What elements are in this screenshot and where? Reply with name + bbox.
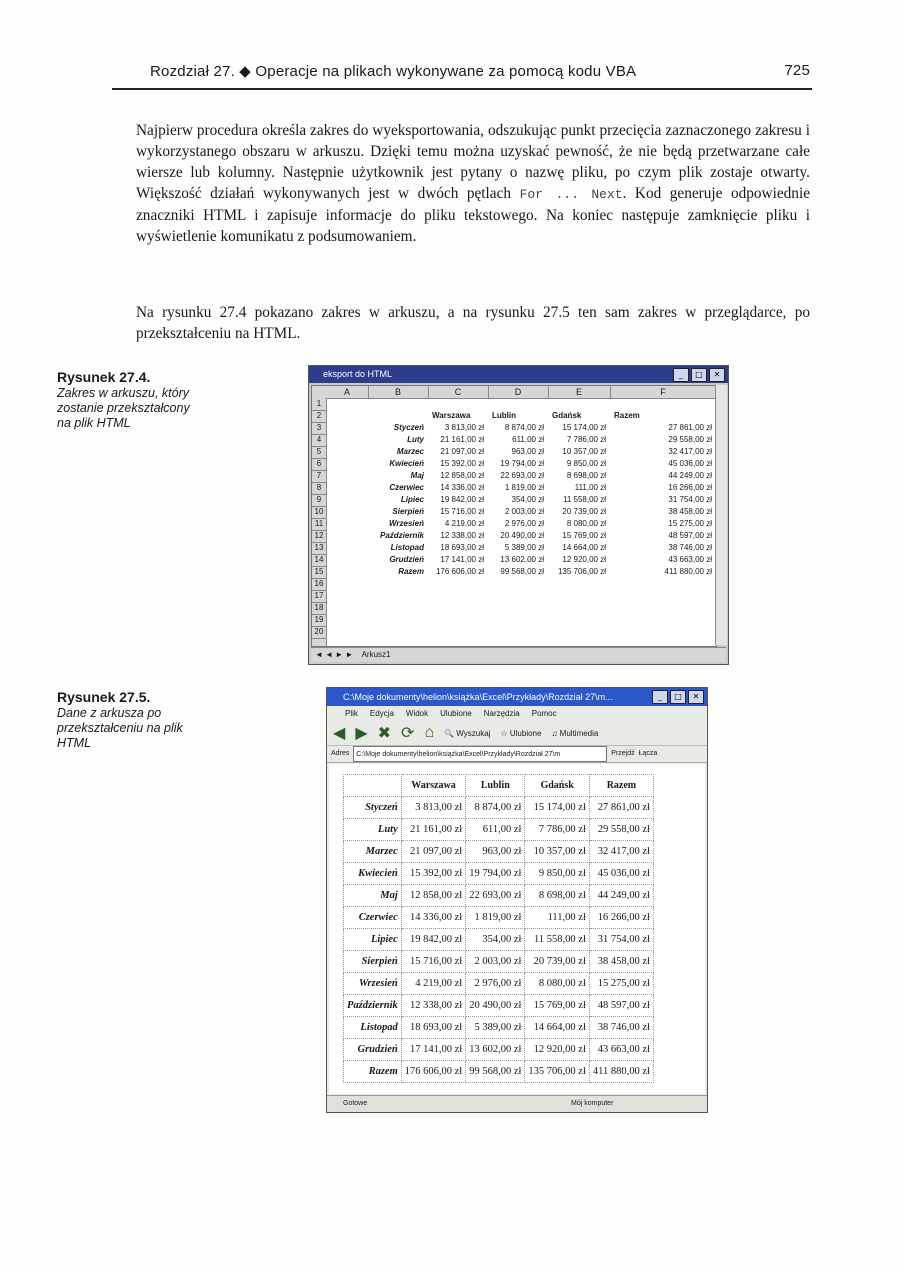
figure-27-5-description: Dane z arkusza po przekształceniu na plik HTML [57, 706, 183, 750]
sheet-value-cell[interactable]: 15 275,00 zł [668, 519, 712, 528]
table-row [344, 1017, 654, 1039]
value-cell: 99 568,00 zł [466, 1061, 525, 1083]
address-bar [327, 746, 707, 763]
table-header-cell: Gdańsk [525, 775, 589, 797]
row-header[interactable]: 11 [312, 518, 326, 531]
month-cell: Grudzień [344, 1039, 402, 1061]
value-cell: 1 819,00 zł [466, 907, 525, 929]
sheet-value-cell[interactable]: 29 558,00 zł [668, 435, 712, 444]
value-cell: 38 746,00 zł [589, 1017, 653, 1039]
value-cell: 22 693,00 zł [466, 885, 525, 907]
sheet-value-cell[interactable]: 11 558,00 zł [563, 495, 606, 504]
sheet-value-cell[interactable]: 8 698,00 zł [566, 471, 606, 480]
spreadsheet-grid[interactable] [311, 385, 717, 647]
value-cell: 2 976,00 zł [466, 973, 525, 995]
sheet-month-cell[interactable]: Marzec [396, 447, 424, 456]
sheet-value-cell[interactable]: 27 861,00 zł [668, 423, 712, 432]
browser-toolbar [327, 721, 707, 746]
month-cell: Luty [344, 819, 402, 841]
month-cell: Maj [344, 885, 402, 907]
sheet-value-cell[interactable]: 16 266,00 zł [668, 483, 712, 492]
menu-item[interactable]: Narzędzia [483, 709, 520, 718]
table-row [344, 973, 654, 995]
sheet-month-cell[interactable]: Wrzesień [389, 519, 424, 528]
header-rule [112, 88, 812, 90]
sheet-value-cell[interactable]: 19 842,00 zł [440, 495, 484, 504]
sheet-value-cell[interactable]: 45 036,00 zł [668, 459, 712, 468]
row-header[interactable]: 1 [312, 398, 326, 411]
paragraph-1-text-b: . Kod generuje odpowiednie znaczniki HTML i zapisuje informacje do pliku tekstowego. Na koniec następuje zamknięcie pliku i wyświetlenie komunikatu z podsumowaniem. [136, 185, 810, 245]
sheet-value-cell[interactable]: 31 754,00 zł [668, 495, 712, 504]
menu-item[interactable]: Ulubione [440, 709, 472, 718]
search-button[interactable]: 🔍 Wyszukaj [444, 728, 491, 738]
row-header[interactable]: 2 [312, 410, 326, 423]
month-cell: Styczeń [344, 797, 402, 819]
maximize-icon[interactable]: □ [670, 690, 686, 704]
month-cell: Listopad [344, 1017, 402, 1039]
close-icon[interactable]: ✕ [688, 690, 704, 704]
home-icon[interactable]: ⌂ [424, 724, 435, 741]
sheet-value-cell[interactable]: 611,00 zł [512, 435, 544, 444]
sheet-value-cell[interactable]: 14 664,00 zł [562, 543, 606, 552]
row-header[interactable]: 18 [312, 602, 326, 615]
sheet-month-cell[interactable]: Styczeń [393, 423, 424, 432]
forward-icon[interactable]: ▶ [355, 725, 368, 742]
value-cell: 8 080,00 zł [525, 973, 589, 995]
running-header [150, 62, 810, 84]
value-cell: 12 920,00 zł [525, 1039, 589, 1061]
go-button[interactable]: Przejdź [611, 750, 635, 757]
month-cell: Sierpień [344, 951, 402, 973]
browser-title-bar [327, 688, 707, 706]
value-cell: 15 174,00 zł [525, 797, 589, 819]
value-cell: 18 693,00 zł [401, 1017, 465, 1039]
row-header[interactable]: 10 [312, 506, 326, 519]
figure-27-4-caption [57, 370, 207, 431]
sheet-value-cell[interactable]: 38 458,00 zł [668, 507, 712, 516]
sheet-value-cell[interactable]: 20 739,00 zł [562, 507, 606, 516]
sheet-value-cell[interactable]: 17 141,00 zł [440, 555, 484, 564]
table-header-cell: Warszawa [401, 775, 465, 797]
figure-27-4-title: Rysunek 27.4. [57, 369, 151, 385]
sheet-value-cell[interactable]: 13 602,00 zł [500, 555, 544, 564]
links-label[interactable]: Łącza [638, 750, 658, 757]
value-cell: 8 874,00 zł [466, 797, 525, 819]
sheet-value-cell[interactable]: 99 568,00 zł [500, 567, 544, 576]
sheet-value-cell[interactable]: 15 392,00 zł [440, 459, 484, 468]
sheet-value-cell[interactable]: 15 716,00 zł [440, 507, 484, 516]
vertical-scrollbar[interactable] [715, 385, 727, 645]
address-input[interactable]: C:\Moje dokumenty\helion\książka\Excel\Przykłady\Rozdział 27\m [353, 746, 607, 762]
excel-window [308, 365, 729, 665]
value-cell: 611,00 zł [466, 819, 525, 841]
month-cell: Razem [344, 1061, 402, 1083]
month-cell: Czerwiec [344, 907, 402, 929]
value-cell: 10 357,00 zł [525, 841, 589, 863]
paragraph-2: Na rysunku 27.4 pokazano zakres w arkuszu, a na rysunku 27.5 ten sam zakres w przeglądarce, po przekształceniu na HTML. [136, 304, 810, 342]
value-cell: 354,00 zł [466, 929, 525, 951]
table-corner [344, 775, 402, 797]
sheet-value-cell[interactable]: 9 850,00 zł [566, 459, 606, 468]
back-icon[interactable]: ◀ [333, 725, 346, 742]
value-cell: 8 698,00 zł [525, 885, 589, 907]
page-number: 725 [784, 62, 810, 79]
paragraph-1-text-a: Najpierw procedura określa zakres do wyeksportowania, odszukując punkt przecięcia zaznaczonego zakresu i wykorzystanego obszaru w arkuszu. Dzięki temu można uzyskać pewność, że nie będą przetwarzane całe wiersze lub kolumny. Następnie użytkownik jest pytany o nazwę pliku, po czym plik zostaje otwarty. Większość działań wykonywanych jest w dwóch pętlach [136, 122, 810, 202]
sheet-month-cell[interactable]: Sierpień [392, 507, 424, 516]
excel-window-title: eksport do HTML [323, 369, 393, 379]
value-cell: 15 716,00 zł [401, 951, 465, 973]
table-row [344, 907, 654, 929]
row-header[interactable]: 13 [312, 542, 326, 555]
menu-item[interactable]: Widok [405, 709, 429, 718]
sheet-month-cell[interactable]: Lipiec [400, 495, 424, 504]
sheet-value-cell[interactable]: 5 389,00 zł [504, 543, 544, 552]
sheet-month-cell[interactable]: Październik [379, 531, 424, 540]
value-cell: 13 602,00 zł [466, 1039, 525, 1061]
sheet-value-cell[interactable]: 411 880,00 zł [664, 567, 712, 576]
value-cell: 29 558,00 zł [589, 819, 653, 841]
sheet-month-cell[interactable]: Razem [398, 567, 424, 576]
sheet-value-cell[interactable]: 15 769,00 zł [562, 531, 606, 540]
row-header[interactable]: 7 [312, 470, 326, 483]
sheet-month-cell[interactable]: Maj [410, 471, 424, 480]
value-cell: 32 417,00 zł [589, 841, 653, 863]
value-cell: 176 606,00 zł [401, 1061, 465, 1083]
row-headers [312, 398, 327, 646]
inline-code: For ... Next [519, 187, 623, 202]
browser-page [329, 764, 705, 1094]
paragraph-1 [136, 120, 810, 247]
refresh-icon[interactable]: ⟳ [401, 725, 415, 742]
table-row [344, 995, 654, 1017]
row-header[interactable]: 12 [312, 530, 326, 543]
column-header-b[interactable]: B [368, 386, 429, 398]
sheet-value-cell[interactable]: 21 161,00 zł [440, 435, 484, 444]
row-header[interactable]: 8 [312, 482, 326, 495]
value-cell: 3 813,00 zł [401, 797, 465, 819]
sheet-value-cell[interactable]: 176 606,00 zł [435, 567, 484, 576]
sheet-value-cell[interactable]: 1 819,00 zł [504, 483, 544, 492]
table-row [344, 819, 654, 841]
sheet-month-cell[interactable]: Listopad [390, 543, 424, 552]
sheet-value-cell[interactable]: 12 920,00 zł [562, 555, 606, 564]
column-header-a[interactable]: A [326, 386, 369, 398]
value-cell: 14 664,00 zł [525, 1017, 589, 1039]
value-cell: 411 880,00 zł [589, 1061, 653, 1083]
column-header-f[interactable]: F [610, 386, 717, 398]
menu-item[interactable]: Plik [345, 709, 358, 718]
value-cell: 12 858,00 zł [401, 885, 465, 907]
sheet-header-cell[interactable]: Razem [614, 411, 640, 420]
row-header[interactable]: 14 [312, 554, 326, 567]
sheet-value-cell[interactable]: 8 874,00 zł [504, 423, 544, 432]
minimize-icon[interactable]: _ [652, 690, 668, 704]
favorites-button[interactable]: ☆ Ulubione [500, 728, 542, 738]
value-cell: 4 219,00 zł [401, 973, 465, 995]
row-header[interactable]: 17 [312, 590, 326, 603]
browser-menu-bar [327, 707, 707, 721]
table-row [344, 863, 654, 885]
status-zone: Mój komputer [571, 1100, 614, 1107]
chapter-title: Rozdział 27. ◆ Operacje na plikach wykonywane za pomocą kodu VBA [150, 63, 637, 80]
sheet-header-cell[interactable]: Gdańsk [552, 411, 582, 420]
row-header[interactable]: 15 [312, 566, 326, 579]
sheet-month-cell[interactable]: Czerwiec [389, 483, 424, 492]
html-table [343, 774, 654, 1083]
value-cell: 5 389,00 zł [466, 1017, 525, 1039]
value-cell: 48 597,00 zł [589, 995, 653, 1017]
month-cell: Marzec [344, 841, 402, 863]
sheet-value-cell[interactable]: 48 597,00 zł [668, 531, 712, 540]
column-header-e[interactable]: E [548, 386, 611, 398]
month-cell: Lipiec [344, 929, 402, 951]
sheet-value-cell[interactable]: 8 080,00 zł [566, 519, 606, 528]
table-header-cell: Razem [589, 775, 653, 797]
table-header-cell: Lublin [466, 775, 525, 797]
table-row [344, 885, 654, 907]
sheet-header-cell[interactable]: Warszawa [432, 411, 471, 420]
sheet-value-cell[interactable]: 12 858,00 zł [440, 471, 484, 480]
column-header-c[interactable]: C [428, 386, 489, 398]
table-row [344, 797, 654, 819]
menu-item[interactable]: Pomoc [531, 709, 557, 718]
sheet-value-cell[interactable]: 18 693,00 zł [440, 543, 484, 552]
row-header[interactable]: 4 [312, 434, 326, 447]
sheet-header-cell[interactable]: Lublin [492, 411, 516, 420]
value-cell: 15 769,00 zł [525, 995, 589, 1017]
sheet-value-cell[interactable]: 44 249,00 zł [668, 471, 712, 480]
sheet-value-cell[interactable]: 963,00 zł [511, 447, 544, 456]
value-cell: 14 336,00 zł [401, 907, 465, 929]
value-cell: 21 161,00 zł [401, 819, 465, 841]
sheet-value-cell[interactable]: 10 357,00 zł [562, 447, 606, 456]
value-cell: 45 036,00 zł [589, 863, 653, 885]
month-cell: Kwiecień [344, 863, 402, 885]
value-cell: 12 338,00 zł [401, 995, 465, 1017]
column-header-d[interactable]: D [488, 386, 549, 398]
sheet-value-cell[interactable]: 4 219,00 zł [444, 519, 484, 528]
value-cell: 111,00 zł [525, 907, 589, 929]
value-cell: 15 275,00 zł [589, 973, 653, 995]
value-cell: 19 842,00 zł [401, 929, 465, 951]
row-header[interactable]: 3 [312, 422, 326, 435]
sheet-nav-icons[interactable]: ◄ ◄ ► ► [315, 650, 354, 659]
sheet-value-cell[interactable]: 7 786,00 zł [566, 435, 606, 444]
sheet-month-cell[interactable]: Kwiecień [389, 459, 424, 468]
value-cell: 19 794,00 zł [466, 863, 525, 885]
minimize-icon[interactable]: _ [673, 368, 689, 382]
value-cell: 38 458,00 zł [589, 951, 653, 973]
value-cell: 11 558,00 zł [525, 929, 589, 951]
figure-27-5-title: Rysunek 27.5. [57, 689, 151, 705]
column-headers [312, 386, 716, 399]
sheet-value-cell[interactable]: 21 097,00 zł [440, 447, 484, 456]
sheet-month-cell[interactable]: Luty [407, 435, 424, 444]
maximize-icon[interactable]: □ [691, 368, 707, 382]
figure-27-5-caption [57, 690, 207, 751]
row-header[interactable]: 9 [312, 494, 326, 507]
value-cell: 963,00 zł [466, 841, 525, 863]
row-header[interactable]: 19 [312, 614, 326, 627]
value-cell: 2 003,00 zł [466, 951, 525, 973]
table-row [344, 841, 654, 863]
sheet-tab[interactable]: Arkusz1 [361, 650, 391, 659]
media-button[interactable]: ♫ Multimedia [551, 728, 599, 738]
value-cell: 44 249,00 zł [589, 885, 653, 907]
sheet-value-cell[interactable]: 38 746,00 zł [668, 543, 712, 552]
table-row [344, 1061, 654, 1083]
excel-title-bar [309, 366, 728, 383]
table-row [344, 929, 654, 951]
table-row [344, 1039, 654, 1061]
sheet-value-cell[interactable]: 3 813,00 zł [444, 423, 484, 432]
value-cell: 15 392,00 zł [401, 863, 465, 885]
figure-27-4-description: Zakres w arkuszu, który zostanie przekształcony na plik HTML [57, 386, 190, 430]
row-header[interactable]: 16 [312, 578, 326, 591]
row-header[interactable]: 20 [312, 626, 326, 639]
value-cell: 31 754,00 zł [589, 929, 653, 951]
sheet-tab-bar [311, 647, 726, 662]
value-cell: 27 861,00 zł [589, 797, 653, 819]
menu-item[interactable]: Edycja [369, 709, 394, 718]
table-row [344, 951, 654, 973]
sheet-value-cell[interactable]: 14 336,00 zł [440, 483, 484, 492]
sheet-value-cell[interactable]: 12 338,00 zł [440, 531, 484, 540]
month-cell: Wrzesień [344, 973, 402, 995]
sheet-month-cell[interactable]: Grudzień [389, 555, 424, 564]
close-icon[interactable]: ✕ [709, 368, 725, 382]
sheet-value-cell[interactable]: 135 706,00 zł [557, 567, 606, 576]
browser-status-bar [327, 1095, 707, 1112]
browser-window-title: C:\Moje dokumenty\helion\książka\Excel\Przykłady\Rozdział 27\m... [343, 692, 613, 702]
row-header[interactable]: 5 [312, 446, 326, 459]
sheet-value-cell[interactable]: 2 976,00 zł [504, 519, 544, 528]
browser-window [326, 687, 708, 1113]
month-cell: Październik [344, 995, 402, 1017]
address-label: Adres [331, 750, 350, 757]
row-header[interactable]: 6 [312, 458, 326, 471]
status-text: Gotowe [343, 1100, 368, 1107]
sheet-value-cell[interactable]: 2 003,00 zł [504, 507, 544, 516]
sheet-value-cell[interactable]: 22 693,00 zł [500, 471, 544, 480]
value-cell: 20 739,00 zł [525, 951, 589, 973]
sheet-value-cell[interactable]: 15 174,00 zł [562, 423, 606, 432]
value-cell: 21 097,00 zł [401, 841, 465, 863]
value-cell: 9 850,00 zł [525, 863, 589, 885]
sheet-value-cell[interactable]: 19 794,00 zł [500, 459, 544, 468]
value-cell: 17 141,00 zł [401, 1039, 465, 1061]
sheet-value-cell[interactable]: 43 663,00 zł [668, 555, 712, 564]
value-cell: 7 786,00 zł [525, 819, 589, 841]
stop-icon[interactable]: ✖ [377, 725, 392, 742]
sheet-value-cell[interactable]: 111,00 zł [574, 483, 606, 492]
sheet-value-cell[interactable]: 354,00 zł [511, 495, 544, 504]
value-cell: 16 266,00 zł [589, 907, 653, 929]
sheet-value-cell[interactable]: 20 490,00 zł [500, 531, 544, 540]
value-cell: 43 663,00 zł [589, 1039, 653, 1061]
value-cell: 135 706,00 zł [525, 1061, 589, 1083]
value-cell: 20 490,00 zł [466, 995, 525, 1017]
sheet-value-cell[interactable]: 32 417,00 zł [668, 447, 712, 456]
